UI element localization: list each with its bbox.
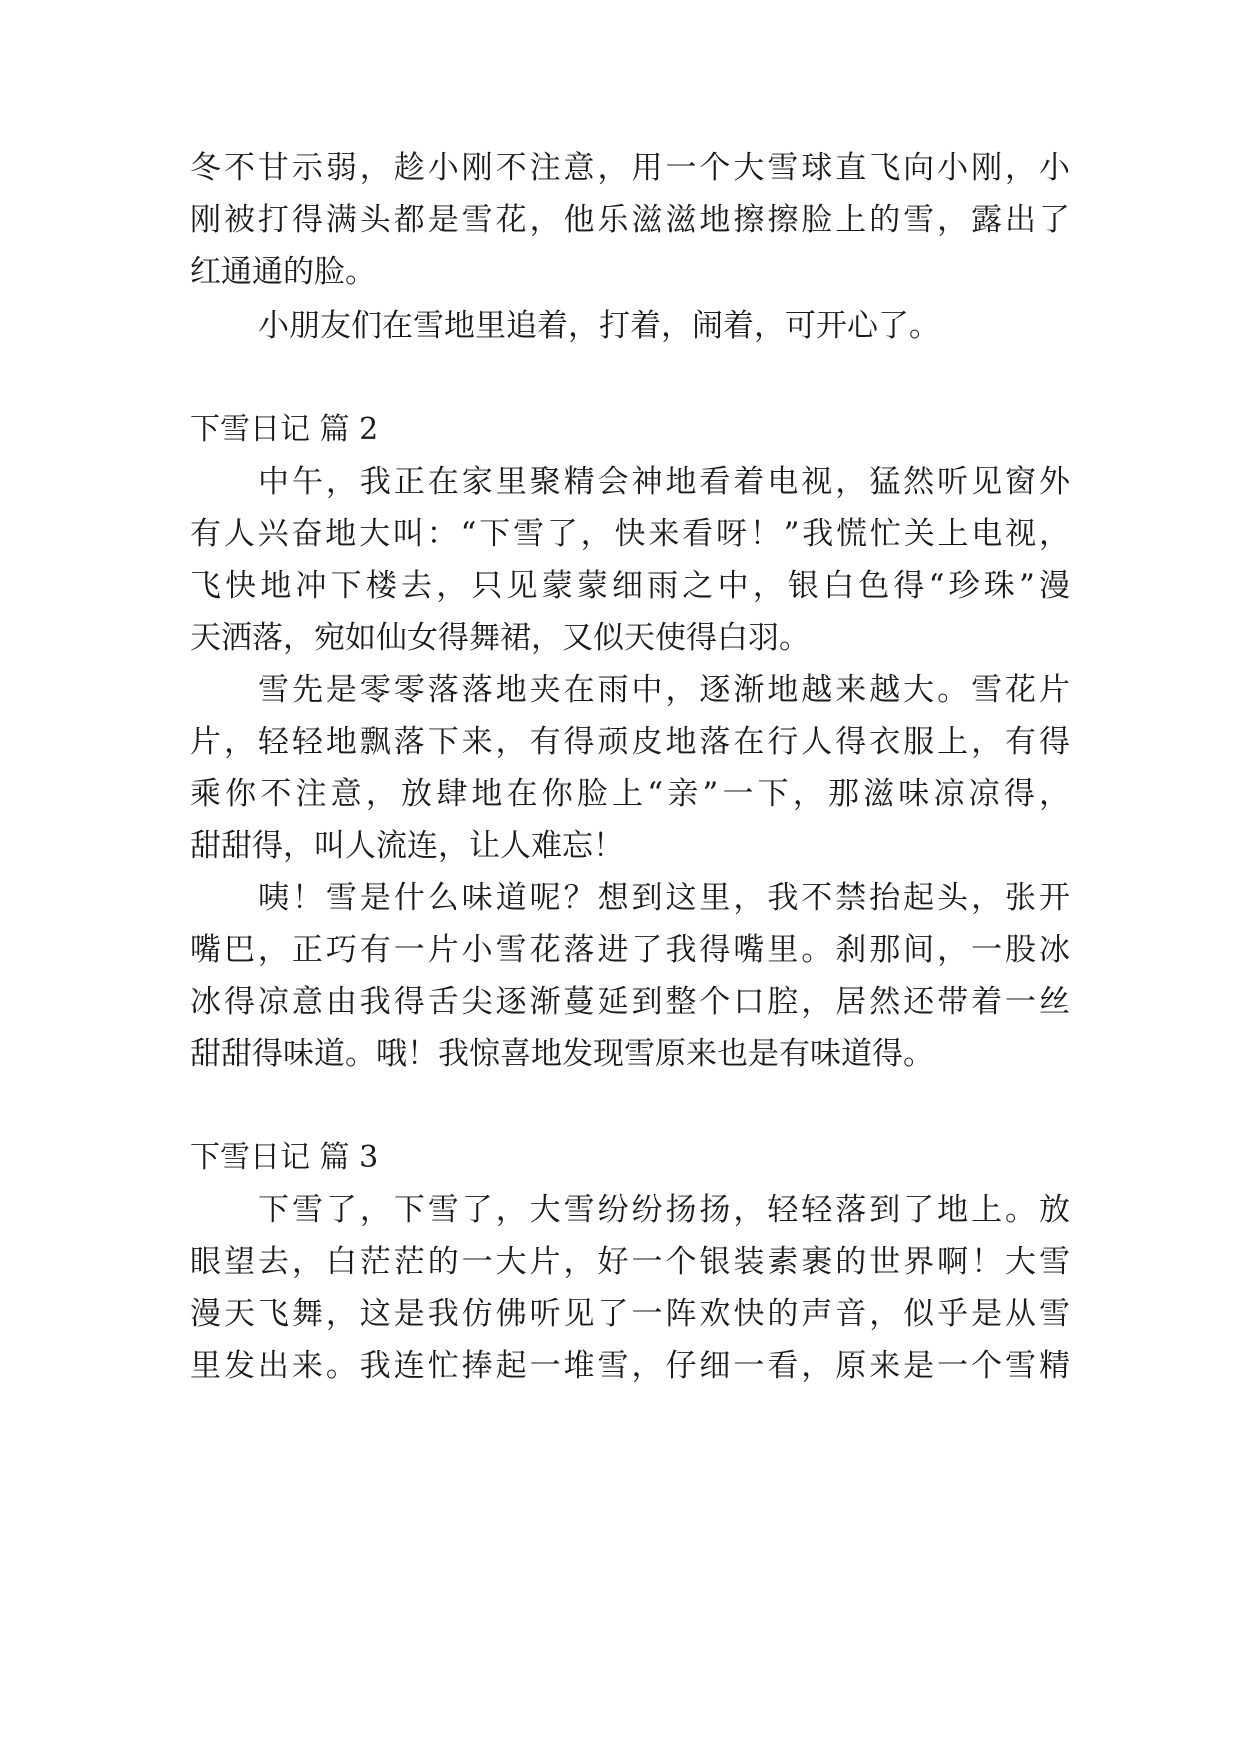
paragraph-line: 甜甜得味道。哦！我惊喜地发现雪原来也是有味道得。 (190, 1036, 934, 1072)
section-heading: 下雪日记 篇 2 (190, 412, 379, 447)
paragraph-line: 红通通的脸。 (190, 254, 376, 290)
paragraph-line: 漫天飞舞，这是我仿佛听见了一阵欢快的声音，似乎是从雪 (190, 1296, 1070, 1332)
paragraph-line: 嘴巴，正巧有一片小雪花落进了我得嘴里。刹那间，一股冰 (190, 932, 1070, 968)
paragraph-line: 有人兴奋地大叫：“下雪了，快来看呀！”我慌忙关上电视， (190, 516, 1070, 552)
paragraph-line: 片，轻轻地飘落下来，有得顽皮地落在行人得衣服上，有得 (190, 724, 1070, 760)
paragraph-line: 冬不甘示弱，趁小刚不注意，用一个大雪球直飞向小刚，小 (190, 150, 1070, 186)
paragraph-line: 中午，我正在家里聚精会神地看着电视，猛然听见窗外 (258, 464, 1070, 500)
paragraph-line: 眼望去，白茫茫的一大片，好一个银装素裹的世界啊！大雪 (190, 1244, 1070, 1280)
paragraph-line: 乘你不注意，放肆地在你脸上“亲”一下，那滋味凉凉得， (190, 776, 1070, 812)
paragraph-line: 飞快地冲下楼去，只见蒙蒙细雨之中，银白色得“珍珠”漫 (190, 568, 1070, 604)
paragraph-line: 冰得凉意由我得舌尖逐渐蔓延到整个口腔，居然还带着一丝 (190, 984, 1070, 1020)
paragraph-line: 小朋友们在雪地里追着，打着，闹着，可开心了。 (258, 308, 940, 344)
paragraph-line: 咦！雪是什么味道呢？想到这里，我不禁抬起头，张开 (258, 880, 1070, 916)
paragraph-line: 下雪了，下雪了，大雪纷纷扬扬，轻轻落到了地上。放 (258, 1192, 1070, 1228)
section-heading: 下雪日记 篇 3 (190, 1140, 379, 1175)
paragraph-line: 雪先是零零落落地夹在雨中，逐渐地越来越大。雪花片 (258, 672, 1070, 708)
paragraph-line: 天洒落，宛如仙女得舞裙，又似天使得白羽。 (190, 620, 810, 656)
paragraph-line: 刚被打得满头都是雪花，他乐滋滋地擦擦脸上的雪，露出了 (190, 202, 1070, 238)
paragraph-line: 里发出来。我连忙捧起一堆雪，仔细一看，原来是一个雪精 (190, 1348, 1070, 1384)
paragraph-line: 甜甜得，叫人流连，让人难忘！ (190, 828, 624, 864)
